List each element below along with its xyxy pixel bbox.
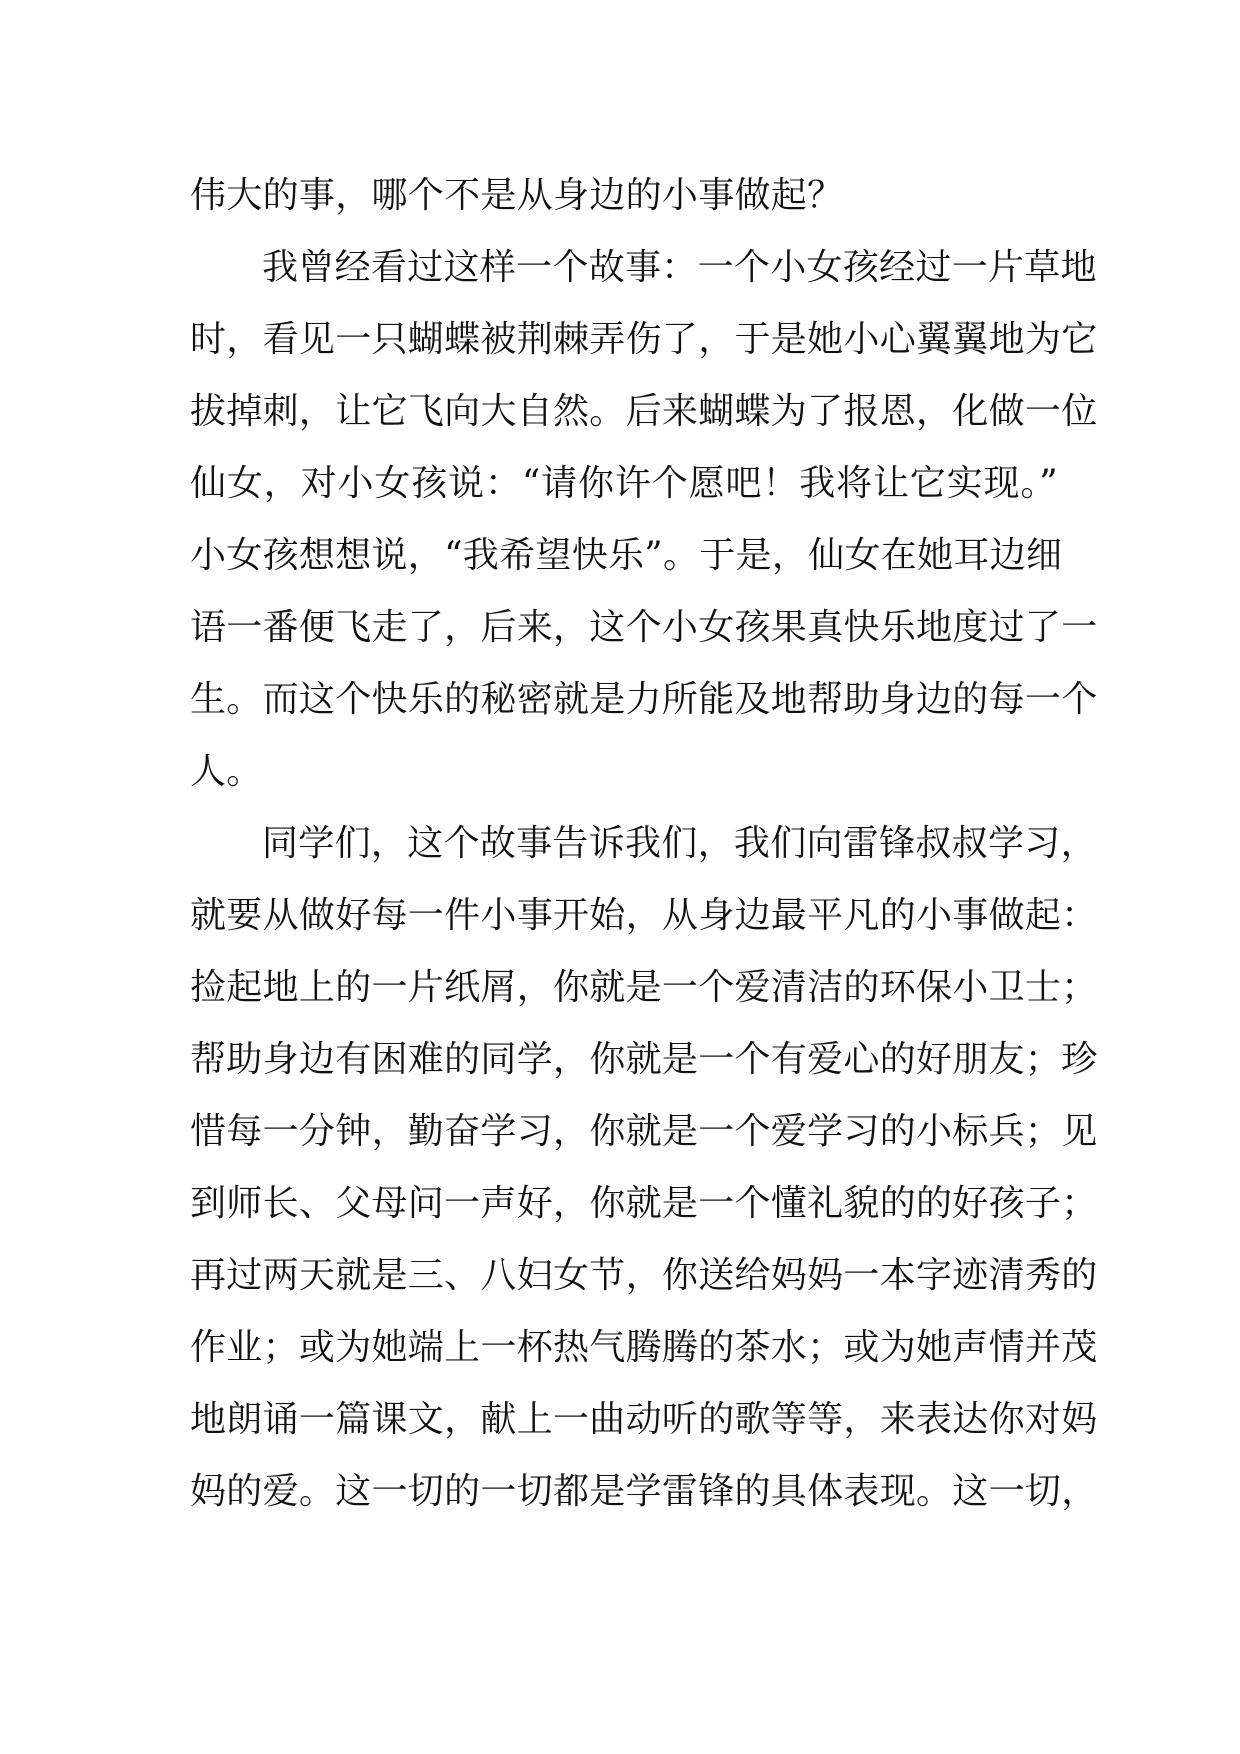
text-line: 我曾经看过这样一个故事：一个小女孩经过一片草地 [262, 247, 1097, 288]
text-line: 妈的爱。这一切的一切都是学雷锋的具体表现。这一切， [190, 1471, 1098, 1512]
text-line: 地朗诵一篇课文，献上一曲动听的歌等等，来表达你对妈 [190, 1399, 1098, 1440]
text-line: 到师长、父母问一声好，你就是一个懂礼貌的的好孩子； [190, 1183, 1098, 1224]
text-line: 人。 [190, 751, 263, 792]
text-line: 作业；或为她端上一杯热气腾腾的茶水；或为她声情并茂 [190, 1327, 1098, 1368]
text-line: 就要从做好每一件小事开始，从身边最平凡的小事做起： [190, 895, 1098, 936]
text-line: 小女孩想想说，“我希望快乐”。于是，仙女在她耳边细 [190, 535, 1063, 576]
text-line: 时，看见一只蝴蝶被荆棘弄伤了，于是她小心翼翼地为它 [190, 319, 1098, 360]
text-line: 语一番便飞走了，后来，这个小女孩果真快乐地度过了一 [190, 607, 1098, 648]
text-line: 再过两天就是三、八妇女节，你送给妈妈一本字迹清秀的 [190, 1255, 1098, 1296]
body-text [190, 160, 1098, 1528]
text-line: 同学们，这个故事告诉我们，我们向雷锋叔叔学习， [262, 823, 1097, 864]
text-line: 惜每一分钟，勤奋学习，你就是一个爱学习的小标兵；见 [190, 1111, 1098, 1152]
text-line: 生。而这个快乐的秘密就是力所能及地帮助身边的每一个 [190, 679, 1098, 720]
text-line: 伟大的事，哪个不是从身边的小事做起？ [190, 175, 844, 216]
text-line: 仙女，对小女孩说：“请你许个愿吧！我将让它实现。” [190, 463, 1058, 504]
text-line: 捡起地上的一片纸屑，你就是一个爱清洁的环保小卫士； [190, 967, 1098, 1008]
text-line: 拔掉刺，让它飞向大自然。后来蝴蝶为了报恩，化做一位 [190, 391, 1098, 432]
text-line: 帮助身边有困难的同学，你就是一个有爱心的好朋友；珍 [190, 1039, 1098, 1080]
